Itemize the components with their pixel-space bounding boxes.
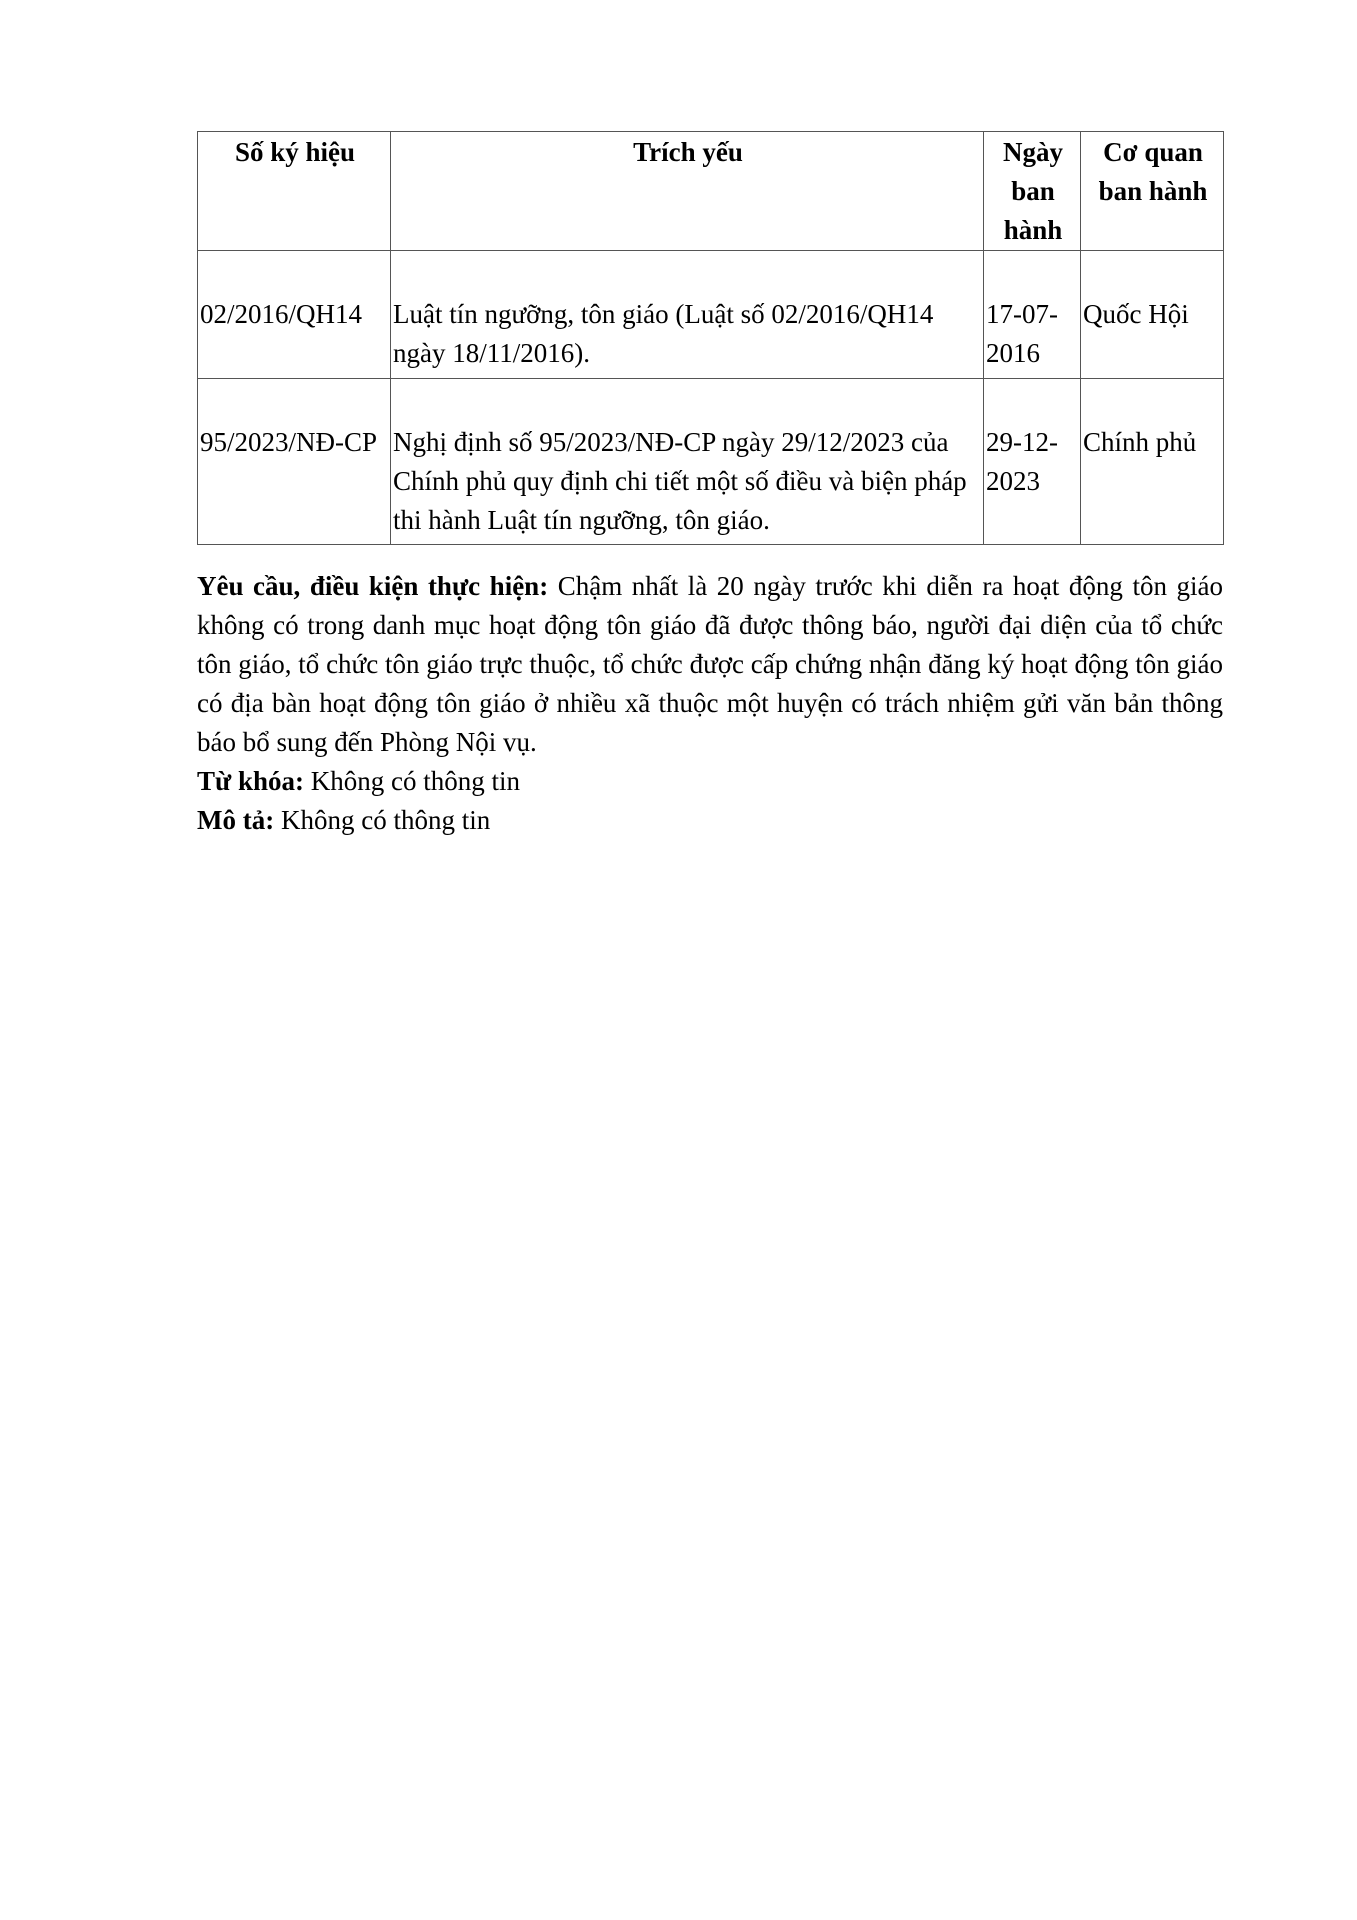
requirements-label: Yêu cầu, điều kiện thực hiện: xyxy=(197,571,549,601)
keywords-line xyxy=(197,762,1223,801)
header-issuing-agency: Cơ quan ban hành xyxy=(1081,132,1224,251)
requirements-paragraph xyxy=(197,567,1223,762)
keywords-label: Từ khóa: xyxy=(197,766,304,796)
description-label: Mô tả: xyxy=(197,805,275,835)
legal-documents-table xyxy=(197,131,1224,545)
keywords-text: Không có thông tin xyxy=(304,766,520,796)
header-issue-date: Ngày ban hành xyxy=(984,132,1081,251)
cell-issue-date: 29-12-2023 xyxy=(984,379,1081,545)
cell-code: 02/2016/QH14 xyxy=(198,251,391,379)
header-code: Số ký hiệu xyxy=(198,132,391,251)
description-text: Không có thông tin xyxy=(274,805,491,835)
cell-summary: Nghị định số 95/2023/NĐ-CP ngày 29/12/2023 của Chính phủ quy định chi tiết một số điều và biện pháp thi hành Luật tín ngưỡng, tôn giáo. xyxy=(391,379,984,545)
table-row xyxy=(198,379,1224,545)
table-row xyxy=(198,251,1224,379)
cell-issue-date: 17-07-2016 xyxy=(984,251,1081,379)
requirements-text: Chậm nhất là 20 ngày trước khi diễn ra hoạt động tôn giáo không có trong danh mục hoạt động tôn giáo đã được thông báo, người đại diện của tổ chức tôn giáo, tổ chức tôn giáo trực thuộc, tổ chức được cấp chứng nhận đăng ký hoạt động tôn giáo có địa bàn hoạt động tôn giáo ở nhiều xã thuộc một huyện có trách nhiệm gửi văn bản thông báo bổ sung đến Phòng Nội vụ. xyxy=(197,571,1223,757)
cell-issuing-agency: Quốc Hội xyxy=(1081,251,1224,379)
cell-summary: Luật tín ngưỡng, tôn giáo (Luật số 02/2016/QH14 ngày 18/11/2016). xyxy=(391,251,984,379)
header-summary: Trích yếu xyxy=(391,132,984,251)
description-line xyxy=(197,801,1223,840)
cell-code: 95/2023/NĐ-CP xyxy=(198,379,391,545)
cell-issuing-agency: Chính phủ xyxy=(1081,379,1224,545)
table-header-row xyxy=(198,132,1224,251)
